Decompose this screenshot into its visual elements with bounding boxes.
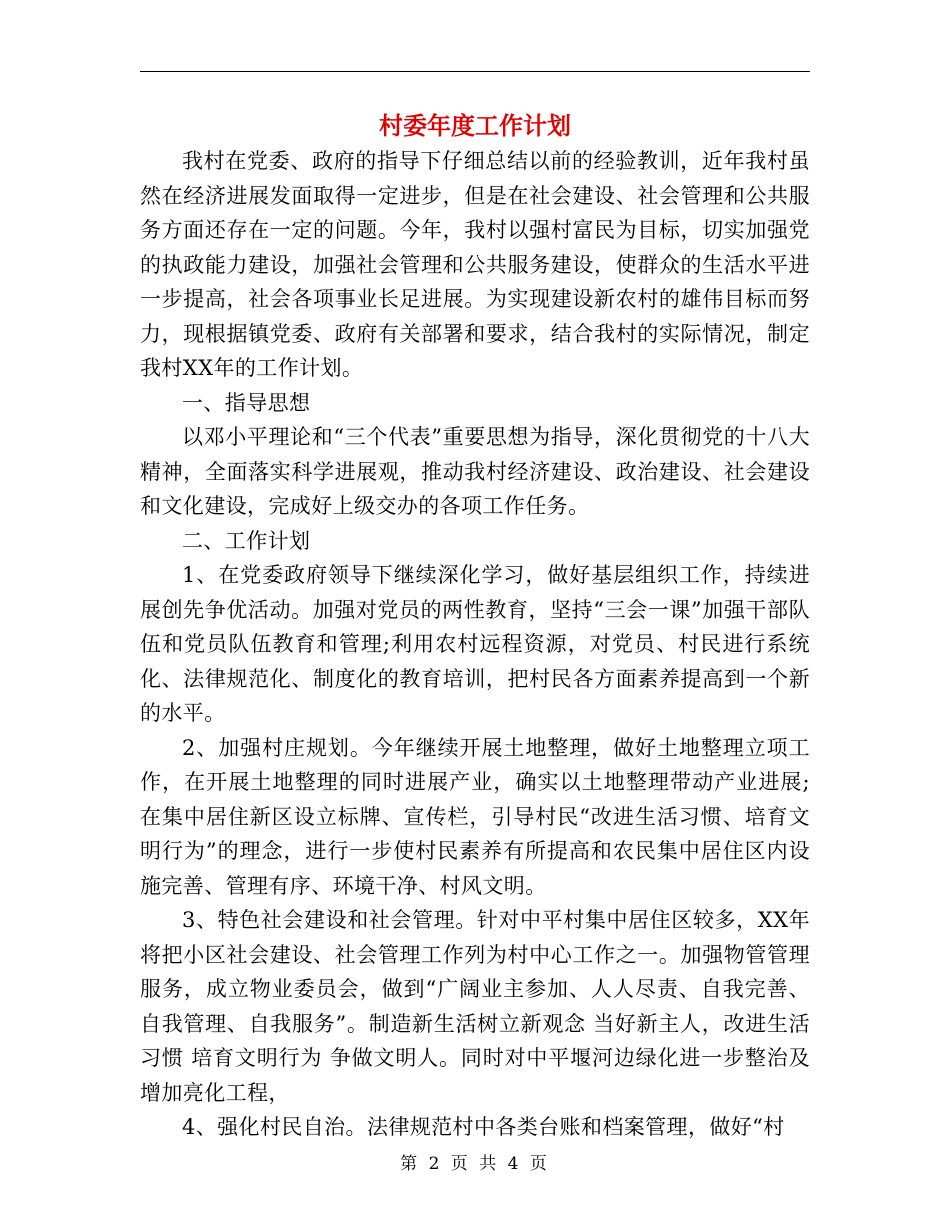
page-number-footer: 第 2 页 共 4 页 [400, 1154, 550, 1174]
paragraph-plan-item-2: 2、加强村庄规划。今年继续开展土地整理，做好土地整理立项工作，在开展土地整理的同时进展产业，确实以土地整理带动产业进展;在集中居住新区设立标牌、宣传栏，引导村民“改进生活习惯、培育文明行为”的理念，进行一步使村民素养有所提高和农民集中居住区内设施完善、管理有序、环境干净、村风文明。 [140, 735, 810, 898]
paragraph-plan-item-1: 1、在党委政府领导下继续深化学习，做好基层组织工作，持续进展创先争优活动。加强对党员的两性教育，坚持“三会一课”加强干部队伍和党员队伍教育和管理;利用农村远程资源，对党员、村民进行系统化、法律规范化、制度化的教育培训，把村民各方面素养提高到一个新的水平。 [140, 563, 810, 725]
document-title: 村委年度工作计划 [379, 111, 571, 140]
paragraph-plan-item-4: 4、强化村民自治。法律规范村中各类台账和档案管理，做好“村 [182, 1115, 785, 1139]
paragraph-guiding-ideology: 以邓小平理论和“三个代表”重要思想为指导，深化贯彻党的十八大精神，全面落实科学进展观，推动我村经济建设、政治建设、社会建设和文化建设，完成好上级交办的各项工作任务。 [140, 425, 810, 518]
section-heading-work-plan: 二、工作计划 [182, 528, 311, 553]
document-body [140, 144, 810, 1145]
header-rule [140, 71, 810, 72]
paragraph-intro: 我村在党委、政府的指导下仔细总结以前的经验教训，近年我村虽然在经济进展发面取得一定进步，但是在社会建设、社会管理和公共服务方面还存在一定的问题。今年，我村以强村富民为目标，切实加强党的执政能力建设，加强社会管理和公共服务建设，使群众的生活水平进一步提高，社会各项事业长足进展。为实现建设新农村的雄伟目标而努力，现根据镇党委、政府有关部署和要求，结合我村的实际情况，制定我村XX年的工作计划。 [140, 149, 810, 380]
section-heading-guiding-ideology: 一、指导思想 [182, 390, 311, 415]
paragraph-plan-item-3: 3、特色社会建设和社会管理。针对中平村集中居住区较多，XX年将把小区社会建设、社会管理工作列为村中心工作之一。加强物管管理服务，成立物业委员会，做到“广阔业主参加、人人尽责、自我完善、自我管理、自我服务”。制造新生活树立新观念 当好新主人，改进生活习惯 培育文明行为 争做文明人。同时对中平堰河边绿化进一步整治及增加亮化工程， [140, 908, 810, 1105]
